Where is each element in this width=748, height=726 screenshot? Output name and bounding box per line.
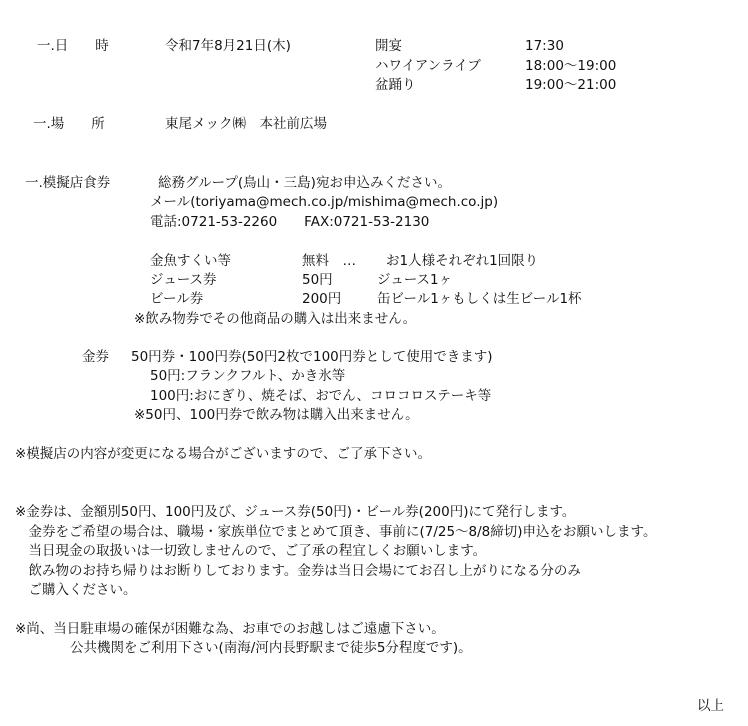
parking-para-line: 公共機関をご利用下さい(南海/河内長野駅まで徒歩5分程度です)。 [70,640,472,656]
ticket-item-name: ジュース券 [150,272,217,288]
kinken-100-line: 100円:おにぎり、焼そば、おでん、コロコロステーキ等 [150,388,492,404]
ticket-item-name: 金魚すくい等 [150,253,231,269]
schedule-item-time: 18:00～19:00 [525,58,617,74]
schedule-item-time: 17:30 [525,38,564,54]
place-label: 一.場 所 [33,116,105,132]
change-note: ※模擬店の内容が変更になる場合がございますので、ご了承下さい。 [15,446,432,462]
kinken-para-line: ご購入ください。 [15,582,137,598]
kinken-label: 金券 [82,349,109,365]
ticket-item-price: 無料 … [302,253,356,269]
kinken-note: ※50円、100円券で飲み物は購入出来ません。 [134,407,419,423]
kinken-para-line: 当日現金の取扱いは一切致しませんので、ご了承の程宜しくお願いします。 [15,543,487,559]
ticket-item-price: 200円 [302,291,342,307]
ticket-item-price: 50円 [302,272,333,288]
date-label: 一.日 時 [37,38,109,54]
schedule-item-name: 開宴 [375,38,402,54]
schedule-item-name: 盆踊り [375,77,416,93]
ticket-item-desc: お1人様それぞれ1回限り [386,253,539,269]
kinken-50-line: 50円:フランクフルト、かき氷等 [150,368,346,384]
venue: 東尾メック㈱ 本社前広場 [165,116,327,132]
event-date: 令和7年8月21日(木) [165,38,291,54]
phone-line: 電話:0721-53-2260 FAX:0721-53-2130 [150,214,430,230]
closing-mark: 以上 [697,698,724,714]
schedule-item-time: 19:00～21:00 [525,77,617,93]
items-note: ※飲み物券でその他商品の購入は出来ません。 [134,311,417,327]
email-line: メール(toriyama@mech.co.jp/mishima@mech.co.jp) [150,194,499,210]
kinken-desc: 50円券・100円券(50円2枚で100円券として使用できます) [131,349,493,365]
ticket-item-desc: 缶ビール1ヶもしくは生ビール1杯 [377,291,582,307]
ticket-item-desc: ジュース1ヶ [377,272,453,288]
kinken-para-line: 金券をご希望の場合は、職場・家族単位でまとめて頂き、事前に(7/25～8/8締切)申込をお願いします。 [15,524,657,540]
ticket-label: 一.模擬店食券 [25,175,111,191]
parking-para-line: ※尚、当日駐車場の確保が困難な為、お車でのお越しはご遠慮下さい。 [15,621,445,637]
schedule-item-name: ハワイアンライブ [375,58,481,74]
ticket-item-name: ビール券 [150,291,204,307]
apply-line: 総務グループ(鳥山・三島)宛お申込みください。 [158,175,451,191]
kinken-para-line: ※金券は、金額別50円、100円及び、ジュース券(50円)・ビール券(200円)にて発行します。 [15,504,576,520]
kinken-para-line: 飲み物のお持ち帰りはお断りしております。金券は当日会場にてお召し上がりになる分のみ [15,563,581,579]
